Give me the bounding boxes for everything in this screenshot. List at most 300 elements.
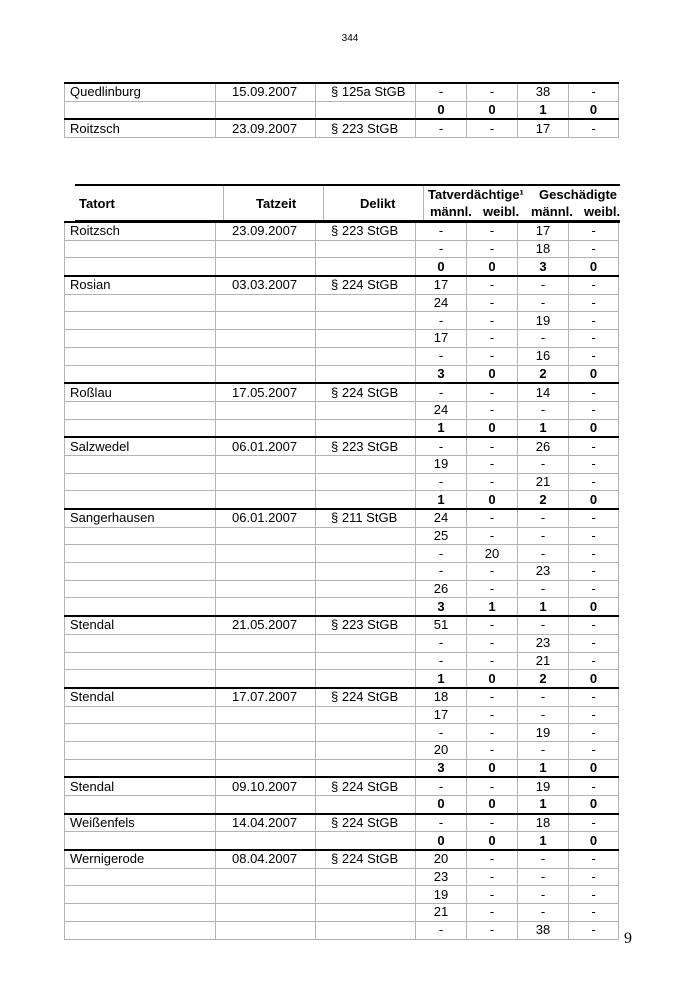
cell-g-maennl: 1: [518, 101, 569, 119]
cell-delikt: [316, 634, 416, 652]
cell-g-maennl: -: [518, 545, 569, 563]
cell-tatort: [65, 741, 216, 759]
table-row: [65, 616, 619, 634]
cell-g-weibl: -: [569, 616, 619, 634]
cell-g-weibl: -: [569, 886, 619, 904]
cell-tv-maennl: 25: [416, 527, 467, 545]
cell-delikt: [316, 527, 416, 545]
cell-g-maennl: 3: [518, 258, 569, 276]
sum-row: [65, 365, 619, 383]
cell-delikt: [316, 473, 416, 491]
cell-tatzeit: [216, 670, 316, 688]
cell-tatort: [65, 455, 216, 473]
cell-tatzeit: [216, 401, 316, 419]
sum-row: [65, 832, 619, 850]
cell-delikt: [316, 401, 416, 419]
cell-g-maennl: 17: [518, 119, 569, 137]
cell-tv-weibl: 1: [467, 598, 518, 616]
cell-tatort: Stendal: [65, 688, 216, 706]
cell-tv-weibl: -: [467, 886, 518, 904]
cell-g-maennl: -: [518, 616, 569, 634]
cell-delikt: § 223 StGB: [316, 222, 416, 240]
cell-g-maennl: -: [518, 741, 569, 759]
table-row: [65, 312, 619, 330]
cell-delikt: [316, 741, 416, 759]
table-row: [65, 83, 619, 101]
cell-g-maennl: -: [518, 706, 569, 724]
header-tatzeit: Tatzeit: [256, 196, 297, 211]
cell-g-maennl: 38: [518, 83, 569, 101]
cell-delikt: § 224 StGB: [316, 383, 416, 401]
header-tatverdaechtige: Tatverdächtige¹: [428, 187, 524, 202]
cell-tv-weibl: 0: [467, 491, 518, 509]
cell-tv-maennl: 0: [416, 796, 467, 814]
cell-tv-weibl: -: [467, 724, 518, 742]
cell-tv-weibl: -: [467, 868, 518, 886]
cell-tatort: [65, 473, 216, 491]
cell-g-maennl: -: [518, 509, 569, 527]
table-row: [65, 119, 619, 137]
table-row: [65, 401, 619, 419]
cell-tv-maennl: 24: [416, 509, 467, 527]
cell-tatort: [65, 330, 216, 348]
sum-row: [65, 491, 619, 509]
cell-delikt: [316, 365, 416, 383]
cell-tv-maennl: 21: [416, 904, 467, 922]
cell-tv-maennl: 24: [416, 401, 467, 419]
cell-g-weibl: -: [569, 777, 619, 795]
cell-tv-maennl: 3: [416, 759, 467, 777]
cell-g-weibl: -: [569, 401, 619, 419]
cell-tatzeit: [216, 759, 316, 777]
cell-tatzeit: [216, 294, 316, 312]
cell-tv-maennl: 18: [416, 688, 467, 706]
table-row: [65, 634, 619, 652]
table-row: [65, 814, 619, 832]
cell-tatort: Weißenfels: [65, 814, 216, 832]
cell-g-weibl: -: [569, 580, 619, 598]
sum-row: [65, 258, 619, 276]
cell-delikt: § 223 StGB: [316, 119, 416, 137]
cell-delikt: [316, 724, 416, 742]
cell-g-weibl: 0: [569, 491, 619, 509]
cell-tatzeit: [216, 868, 316, 886]
cell-tv-maennl: -: [416, 222, 467, 240]
cell-tatzeit: [216, 101, 316, 119]
table-row: [65, 724, 619, 742]
table-row: [65, 383, 619, 401]
cell-tv-maennl: -: [416, 777, 467, 795]
table-row: [65, 330, 619, 348]
cell-tatort: [65, 563, 216, 581]
cell-g-weibl: 0: [569, 419, 619, 437]
cell-delikt: [316, 886, 416, 904]
cell-g-weibl: -: [569, 921, 619, 939]
cell-g-weibl: -: [569, 383, 619, 401]
cell-g-maennl: 18: [518, 240, 569, 258]
cell-tv-weibl: -: [467, 688, 518, 706]
cell-tv-maennl: 1: [416, 670, 467, 688]
cell-tv-weibl: 0: [467, 670, 518, 688]
cell-g-weibl: -: [569, 850, 619, 868]
table-row: [65, 509, 619, 527]
table-row: [65, 276, 619, 294]
cell-g-weibl: 0: [569, 101, 619, 119]
cell-tatzeit: [216, 455, 316, 473]
cell-tv-maennl: 0: [416, 832, 467, 850]
cell-tatort: [65, 759, 216, 777]
cell-tatort: Quedlinburg: [65, 83, 216, 101]
cell-tatzeit: [216, 921, 316, 939]
cell-delikt: [316, 491, 416, 509]
cell-g-maennl: 21: [518, 652, 569, 670]
cell-tv-weibl: -: [467, 383, 518, 401]
cell-tv-weibl: -: [467, 904, 518, 922]
cell-delikt: [316, 832, 416, 850]
cell-delikt: [316, 759, 416, 777]
cell-g-maennl: -: [518, 904, 569, 922]
cell-tv-maennl: -: [416, 437, 467, 455]
cell-tatort: Roitzsch: [65, 222, 216, 240]
cell-tatort: [65, 652, 216, 670]
cell-tatort: [65, 365, 216, 383]
cell-tv-maennl: 0: [416, 258, 467, 276]
sum-row: [65, 670, 619, 688]
table-row: [65, 294, 619, 312]
cell-g-maennl: -: [518, 527, 569, 545]
header-geschaedigte: Geschädigte: [539, 187, 618, 202]
cell-tatzeit: 15.09.2007: [216, 83, 316, 101]
cell-tv-weibl: -: [467, 527, 518, 545]
cell-tatort: [65, 706, 216, 724]
cell-tatort: Stendal: [65, 616, 216, 634]
cell-tv-maennl: -: [416, 83, 467, 101]
cell-g-maennl: 1: [518, 419, 569, 437]
table-row: [65, 921, 619, 939]
cell-delikt: [316, 419, 416, 437]
cell-tatort: [65, 101, 216, 119]
cell-delikt: [316, 101, 416, 119]
cell-tv-maennl: 20: [416, 741, 467, 759]
cell-tv-weibl: -: [467, 777, 518, 795]
cell-tatzeit: [216, 904, 316, 922]
cell-tatzeit: [216, 832, 316, 850]
cell-tatort: [65, 580, 216, 598]
cell-g-maennl: 38: [518, 921, 569, 939]
cell-tatzeit: [216, 330, 316, 348]
cell-tatzeit: [216, 527, 316, 545]
cell-tatort: [65, 904, 216, 922]
table-row: [65, 688, 619, 706]
cell-g-maennl: 23: [518, 634, 569, 652]
cell-g-maennl: -: [518, 455, 569, 473]
cell-g-weibl: 0: [569, 365, 619, 383]
cell-delikt: § 224 StGB: [316, 850, 416, 868]
cell-tv-maennl: 24: [416, 294, 467, 312]
cell-delikt: § 211 StGB: [316, 509, 416, 527]
cell-tv-weibl: -: [467, 401, 518, 419]
cell-tatzeit: 09.10.2007: [216, 777, 316, 795]
cell-tv-maennl: -: [416, 652, 467, 670]
cell-tv-weibl: 0: [467, 365, 518, 383]
cell-g-weibl: 0: [569, 258, 619, 276]
cell-tv-weibl: -: [467, 652, 518, 670]
cell-tatort: Roitzsch: [65, 119, 216, 137]
cell-delikt: § 224 StGB: [316, 814, 416, 832]
table-row: [65, 904, 619, 922]
cell-delikt: [316, 330, 416, 348]
cell-g-maennl: 2: [518, 670, 569, 688]
cell-g-maennl: 18: [518, 814, 569, 832]
cell-tv-maennl: 0: [416, 101, 467, 119]
table-top: [64, 82, 619, 138]
cell-tv-maennl: 3: [416, 365, 467, 383]
cell-tv-weibl: -: [467, 814, 518, 832]
table-row: [65, 563, 619, 581]
cell-delikt: [316, 545, 416, 563]
cell-g-maennl: 26: [518, 437, 569, 455]
cell-tv-weibl: 0: [467, 258, 518, 276]
cell-tatort: Wernigerode: [65, 850, 216, 868]
cell-delikt: [316, 347, 416, 365]
header-maennl-tv: männl.: [430, 204, 472, 219]
cell-delikt: [316, 921, 416, 939]
page-number-bottom: 9: [624, 930, 632, 947]
table-row: [65, 437, 619, 455]
sum-row: [65, 101, 619, 119]
cell-g-maennl: -: [518, 688, 569, 706]
cell-tatzeit: [216, 796, 316, 814]
cell-tv-weibl: -: [467, 83, 518, 101]
cell-delikt: § 224 StGB: [316, 777, 416, 795]
cell-tv-weibl: -: [467, 294, 518, 312]
sum-row: [65, 759, 619, 777]
cell-tatort: [65, 419, 216, 437]
cell-delikt: § 224 StGB: [316, 688, 416, 706]
cell-g-weibl: -: [569, 455, 619, 473]
table-row: [65, 706, 619, 724]
cell-tatzeit: [216, 598, 316, 616]
cell-g-weibl: -: [569, 688, 619, 706]
cell-tv-weibl: 0: [467, 832, 518, 850]
table-row: [65, 222, 619, 240]
cell-g-weibl: -: [569, 634, 619, 652]
cell-tv-maennl: -: [416, 563, 467, 581]
header-weibl-tv: weibl.: [483, 204, 520, 219]
cell-tatort: [65, 401, 216, 419]
cell-g-maennl: 1: [518, 832, 569, 850]
cell-g-weibl: -: [569, 741, 619, 759]
cell-g-weibl: -: [569, 347, 619, 365]
cell-tv-weibl: -: [467, 222, 518, 240]
cell-tatort: Salzwedel: [65, 437, 216, 455]
cell-tv-weibl: -: [467, 347, 518, 365]
cell-tv-maennl: 17: [416, 330, 467, 348]
cell-g-maennl: 1: [518, 759, 569, 777]
cell-tatort: [65, 240, 216, 258]
cell-g-maennl: -: [518, 886, 569, 904]
cell-g-maennl: -: [518, 850, 569, 868]
cell-tatzeit: [216, 652, 316, 670]
cell-g-weibl: -: [569, 330, 619, 348]
cell-g-maennl: 2: [518, 365, 569, 383]
sum-row: [65, 419, 619, 437]
cell-tatzeit: 21.05.2007: [216, 616, 316, 634]
table-row: [65, 527, 619, 545]
cell-g-weibl: -: [569, 814, 619, 832]
table-row: [65, 455, 619, 473]
cell-g-weibl: 0: [569, 670, 619, 688]
cell-tv-maennl: -: [416, 119, 467, 137]
table-row: [65, 868, 619, 886]
cell-tv-maennl: 1: [416, 419, 467, 437]
cell-tv-weibl: -: [467, 437, 518, 455]
cell-delikt: [316, 240, 416, 258]
cell-tv-weibl: -: [467, 634, 518, 652]
cell-delikt: [316, 868, 416, 886]
cell-tatort: [65, 670, 216, 688]
cell-tatzeit: [216, 545, 316, 563]
cell-tv-weibl: -: [467, 119, 518, 137]
cell-g-maennl: 1: [518, 598, 569, 616]
cell-tatzeit: [216, 419, 316, 437]
cell-g-maennl: 17: [518, 222, 569, 240]
header-weibl-g: weibl.: [584, 204, 621, 219]
cell-g-maennl: 1: [518, 796, 569, 814]
table-row: [65, 741, 619, 759]
table-row: [65, 850, 619, 868]
page-number-top: 344: [341, 33, 359, 44]
cell-tv-maennl: -: [416, 634, 467, 652]
cell-g-weibl: 0: [569, 796, 619, 814]
cell-delikt: [316, 706, 416, 724]
cell-tatort: [65, 312, 216, 330]
cell-tv-weibl: -: [467, 455, 518, 473]
cell-g-weibl: -: [569, 222, 619, 240]
table-main: [64, 221, 619, 940]
cell-tv-maennl: 19: [416, 886, 467, 904]
cell-tv-weibl: -: [467, 509, 518, 527]
cell-tv-maennl: -: [416, 240, 467, 258]
cell-tv-maennl: -: [416, 347, 467, 365]
cell-tatort: [65, 491, 216, 509]
cell-g-weibl: -: [569, 119, 619, 137]
cell-delikt: [316, 294, 416, 312]
cell-g-weibl: -: [569, 652, 619, 670]
cell-tatort: [65, 634, 216, 652]
cell-delikt: § 223 StGB: [316, 616, 416, 634]
table-row: [65, 652, 619, 670]
header-maennl-g: männl.: [531, 204, 573, 219]
cell-g-maennl: 14: [518, 383, 569, 401]
cell-tv-weibl: 0: [467, 796, 518, 814]
cell-tatzeit: [216, 258, 316, 276]
cell-g-weibl: -: [569, 509, 619, 527]
cell-tatzeit: [216, 240, 316, 258]
cell-g-weibl: -: [569, 724, 619, 742]
cell-delikt: [316, 598, 416, 616]
cell-tv-weibl: 20: [467, 545, 518, 563]
cell-g-weibl: -: [569, 868, 619, 886]
header-delikt: Delikt: [360, 196, 396, 211]
cell-tatzeit: [216, 563, 316, 581]
cell-tatzeit: 14.04.2007: [216, 814, 316, 832]
cell-tatort: Stendal: [65, 777, 216, 795]
cell-tv-weibl: -: [467, 616, 518, 634]
cell-tv-weibl: -: [467, 580, 518, 598]
cell-tatort: [65, 886, 216, 904]
cell-tatort: [65, 347, 216, 365]
cell-g-maennl: 2: [518, 491, 569, 509]
cell-tv-weibl: -: [467, 240, 518, 258]
cell-tatzeit: 23.09.2007: [216, 222, 316, 240]
cell-tv-maennl: 51: [416, 616, 467, 634]
cell-g-weibl: -: [569, 563, 619, 581]
cell-delikt: [316, 563, 416, 581]
cell-g-weibl: -: [569, 294, 619, 312]
cell-tatort: [65, 796, 216, 814]
table-row: [65, 777, 619, 795]
cell-g-weibl: -: [569, 545, 619, 563]
cell-delikt: § 125a StGB: [316, 83, 416, 101]
sum-row: [65, 796, 619, 814]
cell-tv-weibl: -: [467, 850, 518, 868]
table-row: [65, 580, 619, 598]
cell-tatzeit: 08.04.2007: [216, 850, 316, 868]
cell-g-maennl: 23: [518, 563, 569, 581]
cell-tatzeit: 03.03.2007: [216, 276, 316, 294]
cell-tv-maennl: 23: [416, 868, 467, 886]
cell-g-maennl: 16: [518, 347, 569, 365]
cell-g-maennl: 19: [518, 724, 569, 742]
header-tatort: Tatort: [79, 196, 115, 211]
cell-g-weibl: 0: [569, 598, 619, 616]
cell-g-weibl: -: [569, 437, 619, 455]
cell-tv-maennl: 17: [416, 706, 467, 724]
cell-tatzeit: [216, 365, 316, 383]
cell-tatzeit: 17.07.2007: [216, 688, 316, 706]
cell-tatzeit: [216, 491, 316, 509]
cell-g-maennl: 19: [518, 312, 569, 330]
cell-tv-weibl: -: [467, 276, 518, 294]
cell-tv-weibl: -: [467, 921, 518, 939]
cell-g-maennl: 19: [518, 777, 569, 795]
cell-delikt: [316, 258, 416, 276]
cell-tv-weibl: 0: [467, 759, 518, 777]
cell-tatzeit: [216, 580, 316, 598]
table-row: [65, 240, 619, 258]
cell-tatzeit: 06.01.2007: [216, 437, 316, 455]
cell-g-weibl: -: [569, 240, 619, 258]
cell-tv-maennl: -: [416, 545, 467, 563]
cell-g-maennl: -: [518, 401, 569, 419]
cell-tv-maennl: -: [416, 473, 467, 491]
table-row: [65, 473, 619, 491]
cell-tv-maennl: 26: [416, 580, 467, 598]
cell-tv-weibl: 0: [467, 419, 518, 437]
cell-tatort: [65, 258, 216, 276]
cell-tatort: [65, 545, 216, 563]
cell-g-weibl: -: [569, 276, 619, 294]
cell-tatzeit: [216, 886, 316, 904]
cell-tatzeit: [216, 312, 316, 330]
cell-tv-weibl: -: [467, 741, 518, 759]
cell-tatzeit: 17.05.2007: [216, 383, 316, 401]
cell-tv-maennl: -: [416, 383, 467, 401]
cell-tv-maennl: 3: [416, 598, 467, 616]
cell-g-maennl: -: [518, 294, 569, 312]
cell-tatort: [65, 527, 216, 545]
